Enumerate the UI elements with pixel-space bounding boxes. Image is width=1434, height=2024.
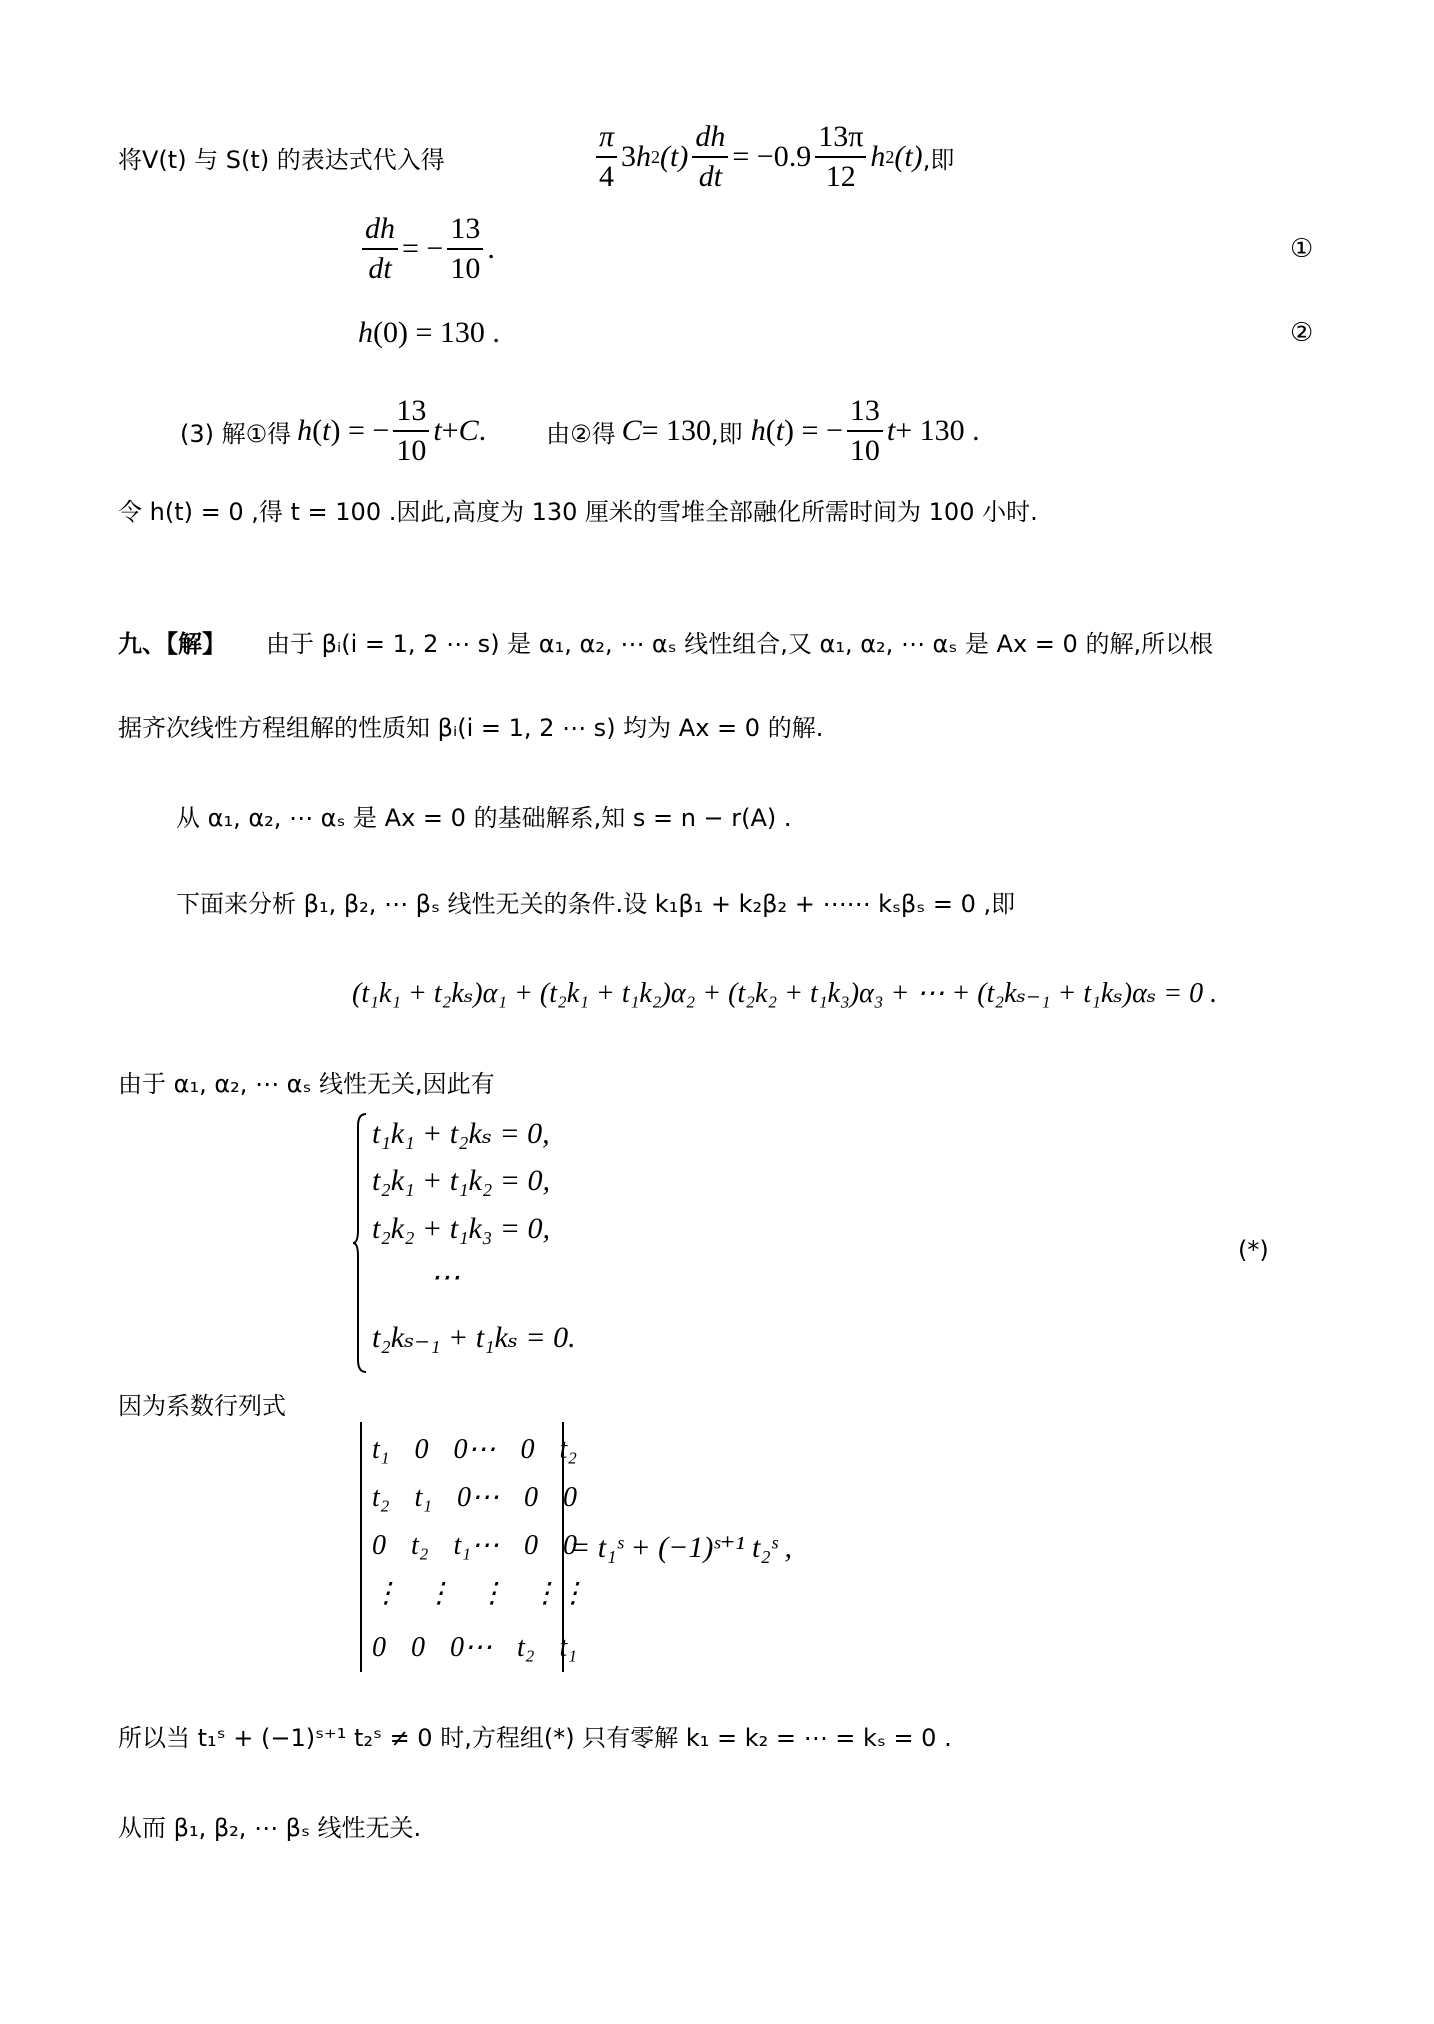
step-3-prefix: (3) 解①得 (180, 419, 292, 448)
paragraph-7-row (118, 1808, 421, 1843)
determinant-row-5: 0 0 0⋯ t₂ t₁ (372, 1632, 578, 1663)
paragraph-2-row (176, 798, 792, 833)
substitution-line (118, 140, 445, 175)
equation-1: $\frac{dh}{dt}$ = − $\frac{13}{10}$ . (358, 210, 495, 288)
main-equation: $\frac{\pi}{4}$ 3 h 2 (t) $\frac{dh}{dt}$ = −0.9 $\frac{13\pi}{12}$ h 2 (t) ,即 (592, 118, 954, 196)
equation-2: h (0) = 130 . (358, 316, 500, 349)
paragraph-7: 从而 β₁, β₂, ⋯ βₛ 线性无关. (118, 1814, 422, 1842)
paragraph-5-row (118, 1386, 286, 1421)
paragraph-4: 由于 α₁, α₂, ⋯ αₛ 线性无关,因此有 (118, 1070, 495, 1098)
paragraph-6: 所以当 t₁ˢ + (−1)ˢ⁺¹ t₂ˢ ≠ 0 时,方程组(*) 只有零解 k₁ = k₂ = ⋯ = kₛ = 0 . (118, 1724, 952, 1752)
system-row-5: t₂kₛ₋₁ + t₁kₛ = 0. (372, 1321, 576, 1354)
paragraph-1-line-2-row (118, 708, 823, 743)
conclusion-line (118, 492, 1038, 527)
equation-1-marker: ① (1290, 234, 1314, 264)
system-row-1: t₁k₁ + t₂kₛ = 0, (372, 1117, 550, 1150)
section-9-first-line (118, 624, 1213, 659)
system-row-4: ⋯ (430, 1261, 460, 1294)
determinant-left-bar (360, 1422, 362, 1672)
paragraph-6-row (118, 1718, 952, 1753)
left-brace (352, 1112, 368, 1374)
step-3-mid: 由②得 (546, 419, 616, 448)
paragraph-1-line-2: 据齐次线性方程组解的性质知 βᵢ(i = 1, 2 ⋯ s) 均为 Ax = 0 的解. (118, 714, 824, 742)
paragraph-3-row (176, 884, 1015, 919)
determinant-value: = t₁ˢ + (−1)ˢ⁺¹ t₂ˢ , (570, 1531, 793, 1564)
determinant-value-row (570, 1530, 792, 1565)
long-equation: (t₁k₁ + t₂kₛ)α₁ + (t₂k₁ + t₁k₂)α₂ + (t₂k₂ + t₁k₃)α₃ + ⋯ + (t₂kₛ₋₁ + t₁kₛ)αₛ = 0 . (352, 978, 1218, 1009)
determinant-row-2: t₂ t₁ 0⋯ 0 0 (372, 1482, 578, 1513)
equation-2-marker: ② (1290, 318, 1314, 348)
determinant-row-3: 0 t₂ t₁⋯ 0 0 (372, 1530, 578, 1561)
system-row-2: t₂k₁ + t₁k₂ = 0, (372, 1164, 551, 1197)
step-3-line: (3) 解①得 h ( t ) = − $\frac{13}{10}$ t + C . 由②得 C = 130 ,即 h ( t ) = − $\frac{13}{10}$ t + 130 . (180, 394, 980, 467)
paragraph-5: 因为系数行列式 (118, 1392, 286, 1420)
substitution-prefix: 将V(t) 与 S(t) 的表达式代入得 (118, 146, 445, 174)
long-equation-row (352, 976, 1217, 1010)
determinant-row-4: ⋮ ⋮ ⋮ ⋮⋮ (372, 1578, 587, 1609)
paragraph-1-line-1: 由于 βᵢ(i = 1, 2 ⋯ s) 是 α₁, α₂, ⋯ αₛ 线性组合,又 α₁, α₂, ⋯ αₛ 是 Ax = 0 的解,所以根 (266, 630, 1214, 658)
determinant-row-1: t₁ 0 0⋯ 0 t₂ (372, 1434, 578, 1465)
paragraph-2: 从 α₁, α₂, ⋯ αₛ 是 Ax = 0 的基础解系,知 s = n − r(A) . (176, 804, 792, 832)
section-9-heading: 九、【解】 (118, 630, 226, 658)
system-row-3: t₂k₂ + t₁k₃ = 0, (372, 1212, 551, 1245)
conclusion-text: 令 h(t) = 0 ,得 t = 100 .因此,高度为 130 厘米的雪堆全部融化所需时间为 100 小时. (118, 498, 1038, 526)
system-marker: (*) (1238, 1236, 1269, 1264)
paragraph-3: 下面来分析 β₁, β₂, ⋯ βₛ 线性无关的条件.设 k₁β₁ + k₂β₂ + ⋯⋯ kₛβₛ = 0 ,即 (176, 890, 1016, 918)
paragraph-4-row (118, 1064, 495, 1099)
